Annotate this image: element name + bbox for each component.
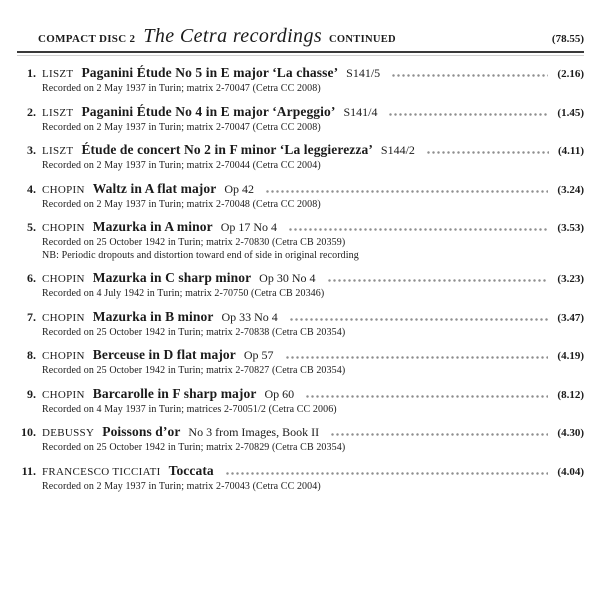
dot-leader [288, 228, 548, 231]
composer-name: LISZT [42, 145, 74, 157]
catalog-number: No 3 from Images, Book II [188, 425, 320, 439]
composer-name: LISZT [42, 106, 74, 119]
composer-name: LISZT [42, 68, 74, 80]
continued-label: CONTINUED [329, 34, 396, 45]
track-row [15, 65, 584, 96]
composer-name: DEBUSSY [42, 427, 95, 439]
composer-name: CHOPIN [42, 222, 85, 234]
track-title-line [42, 181, 584, 198]
work-title: Étude de concert No 2 in F minor ‘La leggierezza’ [81, 142, 373, 157]
composer-name: FRANCESCO TICCIATI [42, 465, 161, 478]
recording-details: Recorded on 25 October 1942 in Turin; matrix 2-70830 (Cetra CB 20359) [42, 237, 346, 248]
composer-name: CHOPIN [42, 273, 85, 285]
track-number: 3. [27, 143, 36, 157]
work-title: Paganini Étude No 5 in E major ‘La chasse’ [81, 65, 339, 80]
track-duration: (4.19) [557, 350, 584, 362]
track-content [42, 104, 584, 135]
track-duration: (3.24) [557, 183, 584, 196]
track-number: 7. [27, 309, 36, 324]
dot-leader [330, 433, 548, 436]
track-title-line [42, 270, 584, 287]
page-header [15, 25, 585, 48]
track-duration: (3.23) [557, 273, 584, 285]
track-content [42, 219, 584, 262]
track-content [42, 65, 584, 96]
composer-name: CHOPIN [42, 183, 85, 196]
recording-details: Recorded on 4 May 1937 in Turin; matrices 2-70051/2 (Cetra CC 2006) [42, 403, 337, 415]
dot-leader [388, 113, 548, 116]
track-row [15, 424, 584, 455]
track-duration: (4.04) [557, 465, 584, 478]
track-content [42, 347, 584, 378]
track-content [42, 463, 584, 494]
work-title: Barcarolle in F sharp major [92, 385, 257, 401]
track-number: 10. [21, 425, 36, 439]
catalog-number: Op 42 [224, 181, 255, 196]
dot-leader [391, 74, 548, 77]
work-title: Mazurka in A minor [92, 219, 213, 234]
track-row [15, 104, 584, 135]
dot-leader [285, 356, 549, 359]
header-rule-shadow [17, 55, 584, 56]
track-number: 6. [27, 271, 36, 285]
work-title: Waltz in A flat major [92, 180, 217, 196]
work-title: Paganini Étude No 4 in E major ‘Arpeggio’ [81, 103, 336, 119]
track-note: NB: Periodic dropouts and distortion toward end of side in original recording [42, 249, 359, 261]
catalog-number: S144/2 [380, 143, 415, 157]
track-number: 2. [27, 104, 36, 119]
series-title: The Cetra recordings [143, 25, 323, 47]
track-row [15, 309, 584, 340]
track-row [15, 142, 584, 173]
track-duration: (3.53) [557, 222, 584, 234]
track-number: 1. [27, 66, 36, 80]
track-duration: (1.45) [557, 106, 584, 119]
catalog-number: Op 57 [243, 348, 274, 362]
track-title-line [42, 104, 584, 121]
track-content [42, 424, 584, 455]
catalog-number: S141/5 [346, 66, 381, 80]
recording-details: Recorded on 2 May 1937 in Turin; matrix 2-70047 (Cetra CC 2008) [42, 83, 321, 94]
track-number: 8. [27, 348, 36, 362]
work-title: Mazurka in B minor [92, 308, 214, 324]
track-title-line [42, 424, 584, 441]
track-title-line [42, 65, 584, 82]
total-duration: (78.55) [551, 33, 584, 45]
track-number: 11. [21, 463, 36, 478]
track-row [15, 386, 584, 417]
dot-leader [225, 472, 549, 475]
recording-details: Recorded on 25 October 1942 in Turin; matrix 2-70827 (Cetra CB 20354) [42, 365, 346, 376]
track-row [15, 219, 584, 262]
track-content [42, 386, 584, 417]
catalog-number: Op 33 No 4 [221, 309, 278, 324]
header-rule [17, 51, 584, 53]
track-number: 5. [27, 220, 36, 234]
track-row [15, 270, 584, 301]
track-row [15, 347, 584, 378]
track-duration: (3.47) [557, 311, 584, 324]
track-title-line [42, 142, 584, 159]
catalog-number: S141/4 [343, 104, 378, 119]
composer-name: CHOPIN [42, 350, 85, 362]
track-content [42, 142, 584, 173]
work-title: Poissons d’or [102, 424, 181, 439]
dot-leader [327, 279, 549, 282]
disc-label: COMPACT DISC 2 [38, 33, 136, 45]
recording-details: Recorded on 2 May 1937 in Turin; matrix 2-70048 (Cetra CC 2008) [42, 198, 321, 210]
track-title-line [42, 347, 584, 364]
catalog-number: Op 60 [264, 386, 295, 401]
composer-name: CHOPIN [42, 311, 85, 324]
track-duration: (4.30) [557, 427, 584, 439]
track-title-line [42, 386, 584, 403]
dot-leader [305, 395, 548, 398]
track-title-line [42, 463, 584, 480]
work-title: Toccata [168, 462, 214, 478]
work-title: Mazurka in C sharp minor [92, 270, 252, 285]
dot-leader [289, 318, 549, 321]
recording-details: Recorded on 25 October 1942 in Turin; matrix 2-70829 (Cetra CB 20354) [42, 442, 346, 453]
track-content [42, 309, 584, 340]
track-title-line [42, 309, 584, 326]
composer-name: CHOPIN [42, 388, 85, 401]
dot-leader [426, 151, 549, 154]
recording-details: Recorded on 25 October 1942 in Turin; matrix 2-70838 (Cetra CB 20354) [42, 326, 346, 338]
track-duration: (2.16) [557, 68, 584, 80]
work-title: Berceuse in D flat major [92, 347, 236, 362]
recording-details: Recorded on 2 May 1937 in Turin; matrix 2-70044 (Cetra CC 2004) [42, 160, 321, 171]
track-number: 9. [27, 386, 36, 401]
track-title-line [42, 219, 584, 236]
track-list [15, 65, 585, 493]
catalog-number: Op 30 No 4 [259, 271, 316, 285]
track-duration: (8.12) [557, 388, 584, 401]
track-content [42, 270, 584, 301]
track-content [42, 181, 584, 212]
dot-leader [265, 190, 548, 193]
recording-details: Recorded on 4 July 1942 in Turin; matrix 2-70750 (Cetra CB 20346) [42, 288, 325, 299]
catalog-number: Op 17 No 4 [220, 220, 278, 234]
track-row [15, 463, 584, 494]
track-row [15, 181, 584, 212]
track-duration: (4.11) [558, 145, 584, 157]
recording-details: Recorded on 2 May 1937 in Turin; matrix 2-70047 (Cetra CC 2008) [42, 121, 321, 133]
recording-details: Recorded on 2 May 1937 in Turin; matrix 2-70043 (Cetra CC 2004) [42, 480, 321, 492]
track-number: 4. [27, 181, 36, 196]
